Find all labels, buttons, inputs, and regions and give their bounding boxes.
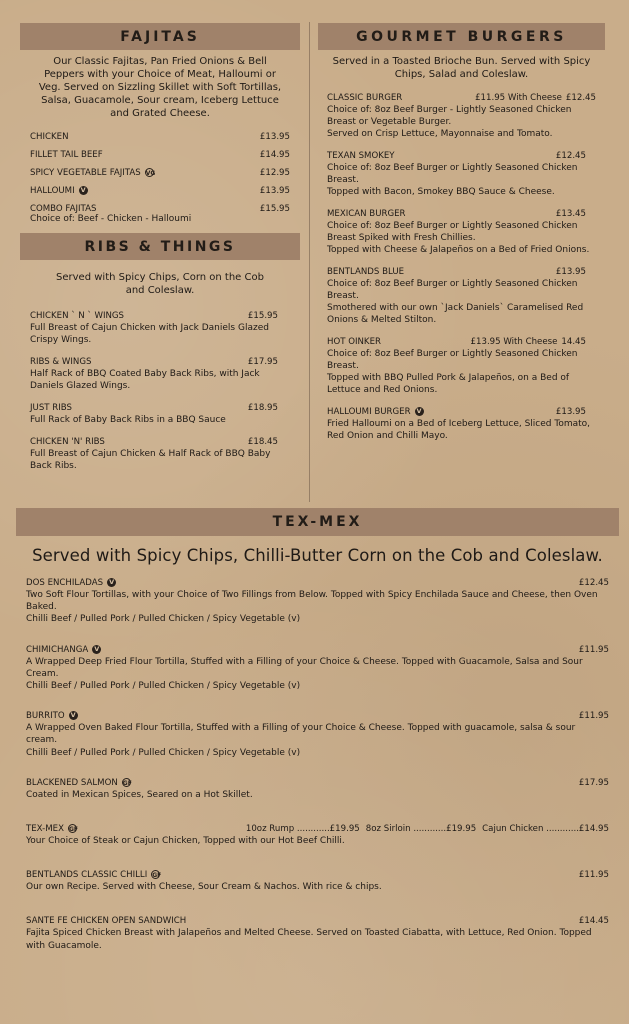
item-description: Coated in Mexican Spices, Seared on a Hot Skillet. — [26, 789, 253, 800]
menu-item — [30, 182, 290, 200]
vegetarian-badge-icon: V — [109, 578, 115, 586]
item-price: £15.95 — [247, 311, 278, 321]
item-name: BENTLANDS CLASSIC CHILLI — [26, 870, 148, 881]
item-price: £14.45 — [578, 916, 609, 927]
item-name: COMBO FAJITAS — [30, 204, 97, 214]
item-price: £11.95 — [578, 711, 609, 722]
item-price: £17.95 — [247, 357, 278, 367]
menu-item — [30, 310, 290, 346]
gluten-free-badge-icon: GF — [152, 872, 162, 880]
ribs-intro: Served with Spicy Chips, Corn on the Cob and Coleslaw. — [56, 272, 264, 296]
burgers-intro: Served in a Toasted Brioche Bun. Served with Spicy Chips, Salad and Coleslaw. — [332, 56, 591, 80]
item-name: HALLOUMI — [30, 186, 75, 196]
item-description: Choice of: 8oz Beef Burger or Lightly Seasoned Chicken Breast Spiked with Fresh Chillies. — [327, 221, 578, 243]
item-name: TEXAN SMOKEY — [327, 151, 395, 161]
menu-item — [16, 710, 619, 759]
item-price: £12.45 — [578, 578, 609, 588]
ribs-list — [20, 310, 300, 472]
item-fillings: Chilli Beef / Pulled Pork / Pulled Chicken / Spicy Vegetable (v) — [26, 681, 301, 692]
item-description: Our own Recipe. Served with Cheese, Sour Cream & Nachos. With rice & chips. — [26, 882, 382, 893]
menu-item — [30, 356, 290, 392]
menu-item — [30, 164, 290, 182]
item-description: Half Rack of BBQ Coated Baby Back Ribs, with Jack Daniels Glazed Wings. — [30, 369, 260, 391]
menu-item — [16, 577, 619, 626]
item-name: BURRITO — [26, 711, 65, 722]
item-name: RIBS & WINGS — [30, 357, 92, 367]
item-name: CHICKEN ` N ` WINGS — [30, 311, 125, 321]
menu-item — [318, 150, 605, 198]
fajitas-intro: Our Classic Fajitas, Pan Fried Onions & Bell Peppers with your Choice of Meat, Halloumi or Veg. Served on Sizzling Skillet with Soft Tortillas, Salsa, Guacamole, Sour cream, Iceberg Lettuce and Grated Cheese. — [38, 56, 282, 119]
vegetarian-badge-icon: V — [80, 186, 86, 194]
menu-item — [16, 823, 619, 847]
item-price-note: £11.95 With Cheese — [475, 93, 562, 103]
item-name: JUST RIBS — [30, 403, 72, 413]
item-price: £13.45 — [555, 209, 586, 219]
menu-item — [318, 208, 605, 256]
vegetarian-badge-icon: V — [94, 644, 100, 653]
item-description-2: Topped with Cheese & Jalapeños on a Bed of Fried Onions. — [327, 245, 590, 255]
item-description: Choice of: Beef - Chicken - Halloumi — [30, 214, 192, 224]
item-name: HOT OINKER — [327, 337, 381, 347]
item-price: £13.95 — [259, 132, 290, 142]
texmex-section — [16, 508, 619, 952]
item-price: £13.95 — [555, 407, 586, 417]
menu-item — [30, 436, 290, 472]
item-name: CLASSIC BURGER — [327, 93, 403, 103]
item-name: CHICKEN — [30, 132, 69, 142]
item-name: BLACKENED SALMON — [26, 777, 118, 788]
item-fillings: Chilli Beef / Pulled Pork / Pulled Chicken / Spicy Vegetable (v) — [26, 614, 301, 625]
fajitas-heading: FAJITAS — [20, 23, 300, 50]
item-price: £17.95 — [578, 777, 609, 788]
menu-item — [318, 336, 605, 396]
item-description: Choice of: 8oz Beef Burger - Lightly Seasoned Chicken Breast or Vegetable Burger. — [327, 105, 572, 127]
item-description: A Wrapped Oven Baked Flour Tortilla, Stuffed with a Filling of your Choice & Cheese. Topped with guacamole, salsa & sour cream. — [26, 723, 576, 746]
item-fillings: Chilli Beef / Pulled Pork / Pulled Chicken / Spicy Vegetable (v) — [26, 747, 301, 758]
right-column — [318, 0, 605, 452]
texmex-heading: TEX-MEX — [16, 508, 619, 536]
item-name: CHICKEN 'N' RIBS — [30, 437, 105, 447]
item-description-2: Topped with BBQ Pulled Pork & Jalapeños, on a Bed of Lettuce and Red Onions. — [327, 373, 570, 395]
item-name: SPICY VEGETABLE FAJITAS — [30, 168, 141, 178]
item-price: £12.45 — [565, 93, 596, 103]
item-name: DOS ENCHILADAS — [26, 578, 104, 588]
menu-item — [30, 402, 290, 426]
item-price: £18.45 — [247, 437, 278, 447]
item-price: £18.95 — [247, 403, 278, 413]
item-price: £13.95 — [259, 186, 290, 196]
burgers-heading: GOURMET BURGERS — [318, 23, 605, 50]
item-description: Your Choice of Steak or Cajun Chicken, Topped with our Hot Beef Chilli. — [26, 836, 345, 847]
item-price: £11.95 — [578, 870, 609, 881]
fajitas-list — [20, 128, 300, 225]
item-description: Choice of: 8oz Beef Burger or Lightly Seasoned Chicken Breast. — [327, 279, 578, 301]
item-description: Choice of: 8oz Beef Burger or Lightly Seasoned Chicken Breast. — [327, 163, 578, 185]
gluten-free-badge-icon: GF — [68, 826, 79, 834]
texmex-intro: Served with Spicy Chips, Chilli-Butter Corn on the Cob and Coleslaw. — [32, 546, 603, 565]
item-price: 14.45 — [561, 337, 586, 347]
burgers-list — [318, 92, 605, 442]
vegan-badge-icon: VG — [145, 170, 156, 177]
item-description: Two Soft Flour Tortillas, with your Choice of Two Fillings from Below. Topped with Spicy Enchilada Sauce and Cheese, then Oven Baked. — [26, 590, 598, 613]
item-description: Full Breast of Cajun Chicken & Half Rack of BBQ Baby Back Ribs. — [30, 449, 271, 471]
column-divider — [309, 22, 310, 502]
left-column — [20, 0, 300, 482]
item-description-2: Served on Crisp Lettuce, Mayonnaise and Tomato. — [327, 129, 553, 139]
option-sirloin: 8oz Sirloin ............£19.95 — [365, 824, 477, 835]
item-price: £12.45 — [555, 151, 586, 161]
item-name: FILLET TAIL BEEF — [30, 150, 103, 160]
menu-item — [16, 777, 619, 801]
option-rump: 10oz Rump ............£19.95 — [245, 824, 360, 835]
item-name: CHIMICHANGA — [26, 644, 89, 655]
item-name: BENTLANDS BLUE — [327, 267, 405, 277]
item-description: A Wrapped Deep Fried Flour Tortilla, Stuffed with a Filling of your Choice & Cheese. Topped with Guacamole, Salsa and Sour Cream. — [26, 656, 583, 679]
item-price: £14.95 — [259, 150, 290, 160]
item-price: £11.95 — [578, 644, 609, 655]
item-name: HALLOUMI BURGER — [327, 407, 411, 417]
ribs-heading: RIBS & THINGS — [20, 233, 300, 260]
item-price: £13.95 — [555, 267, 586, 277]
item-description: Full Breast of Cajun Chicken with Jack Daniels Glazed Crispy Wings. — [30, 323, 269, 345]
gluten-free-badge-icon: GF — [122, 779, 132, 787]
menu-item — [16, 644, 619, 693]
menu-item — [30, 128, 290, 146]
option-cajun-chicken: Cajun Chicken ............£14.95 — [482, 824, 609, 835]
item-description: Fried Halloumi on a Bed of Iceberg Lettuce, Sliced Tomato, Red Onion and Chilli Mayo. — [327, 419, 591, 441]
item-name: SANTE FE CHICKEN OPEN SANDWICH — [26, 916, 187, 927]
menu-item — [16, 869, 619, 893]
vegetarian-badge-icon: V — [70, 711, 76, 720]
item-price-note: £13.95 With Cheese — [470, 337, 558, 347]
item-description-2: Topped with Bacon, Smokey BBQ Sauce & Cheese. — [327, 187, 555, 197]
menu-item — [16, 915, 619, 951]
menu-item — [318, 266, 605, 326]
item-description: Fajita Spiced Chicken Breast with Jalapeños and Melted Cheese. Served on Toasted Ciabatta, with Lettuce, Red Onion. Topped with Guacamole. — [26, 928, 592, 951]
item-description: Full Rack of Baby Back Ribs in a BBQ Sauce — [30, 415, 226, 425]
menu-item — [30, 146, 290, 164]
item-name: TEX-MEX — [26, 824, 64, 835]
vegetarian-badge-icon: V — [416, 407, 422, 415]
menu-item — [318, 406, 605, 442]
item-price: £15.95 — [259, 204, 290, 214]
item-description-2: Smothered with our own `Jack Daniels` Caramelised Red Onions & Melted Stilton. — [327, 303, 584, 325]
item-description: Choice of: 8oz Beef Burger or Lightly Seasoned Chicken Breast. — [327, 349, 578, 371]
menu-item — [318, 92, 605, 140]
item-name: MEXICAN BURGER — [327, 209, 406, 219]
item-price: £12.95 — [259, 168, 290, 178]
